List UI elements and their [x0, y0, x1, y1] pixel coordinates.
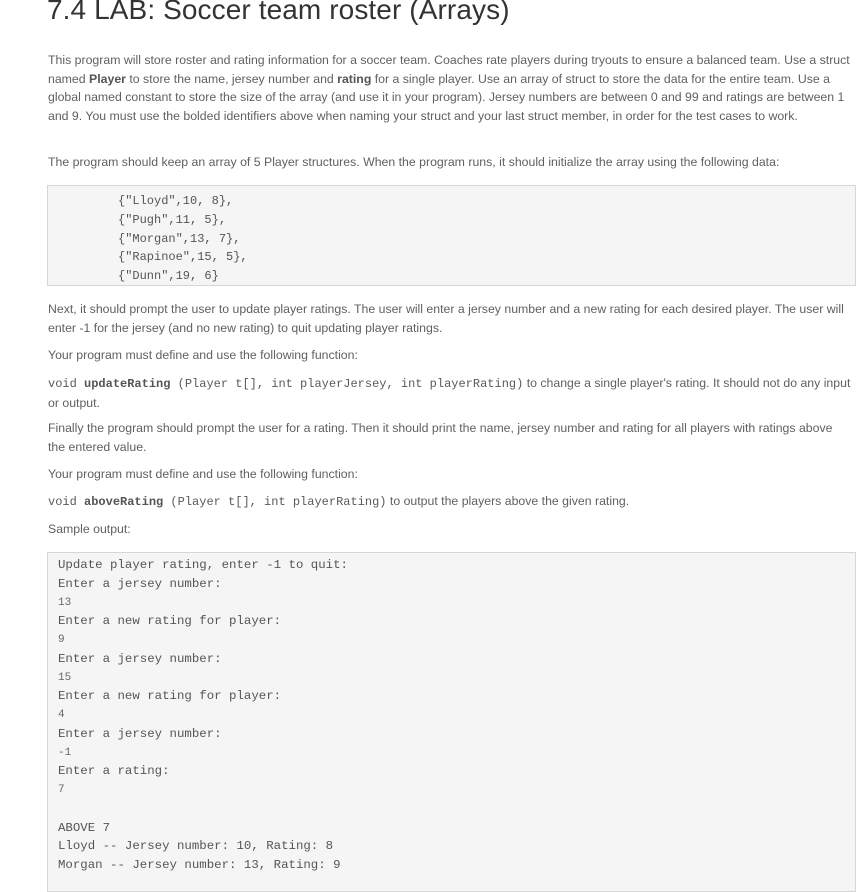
init-paragraph: The program should keep an array of 5 Player structures. When the program runs, it should initialize the array using the following data:	[48, 155, 780, 169]
init-data-line: {"Morgan",13, 7},	[118, 231, 241, 246]
init-data-codeblock	[47, 185, 856, 286]
func1-void: void	[48, 377, 85, 391]
sample-output-line: Lloyd -- Jersey number: 10, Rating: 8	[58, 839, 334, 854]
func2-void: void	[48, 495, 85, 509]
sample-output-line: ABOVE 7	[58, 820, 111, 835]
sample-output-label: Sample output:	[48, 522, 131, 536]
sample-output-blank-line	[58, 800, 855, 819]
define-paragraph-1: Your program must define and use the following function:	[48, 348, 358, 362]
intro-bold-rating: rating	[337, 71, 372, 86]
sample-input-line: 13	[58, 596, 72, 609]
sample-output-codeblock	[47, 552, 856, 892]
sample-output-line: Enter a new rating for player:	[58, 614, 282, 629]
next-paragraph: Next, it should prompt the user to update player ratings. The user will enter a jersey number and a new rating for each desired player. The user will enter -1 for the jersey (and no new rating) to quit updating player ratings.	[48, 302, 844, 335]
init-data-line: {"Lloyd",10, 8},	[118, 194, 234, 208]
update-rating-paragraph	[48, 374, 852, 412]
sample-input-line: -1	[58, 746, 72, 759]
func1-params: (Player t[], int playerJersey, int playerRating)	[170, 377, 524, 391]
intro-text-1: This program will store roster and rating information for a soccer team. Coaches rate players during tryouts to ensure a balanced team. Use a struct named	[48, 53, 850, 86]
sample-output-line: Enter a jersey number:	[58, 651, 222, 666]
sample-input-line: 7	[58, 784, 65, 796]
intro-text-3: for a single player. Use an array of struct to store the data for the entire team. Use a global named constant to store the size of the array (and use it in your program). Jersey numbers are between 0 and 99 and ratings are between 1 and 9. You must use the bolded identifiers above when naming your struct and your last struct member, in order for the test cases to work.	[48, 71, 845, 124]
sample-output-line: Enter a jersey number:	[58, 576, 222, 591]
sample-input-line: 9	[58, 634, 65, 646]
sample-output-line: Enter a jersey number:	[58, 726, 222, 741]
init-data-line: {"Rapinoe",15, 5},	[118, 250, 248, 265]
func1-description: to change a single player's rating. It should not do any input or output.	[48, 376, 851, 410]
define-paragraph-2: Your program must define and use the following function:	[48, 467, 358, 481]
func2-description: to output the players above the given rating.	[386, 494, 630, 508]
init-data-line: {"Dunn",19, 6}	[118, 269, 219, 284]
func2-params: (Player t[], int playerRating)	[163, 495, 387, 509]
sample-input-line: 15	[58, 671, 72, 684]
above-rating-paragraph	[48, 492, 852, 512]
intro-text-2: to store the name, jersey number and	[125, 71, 338, 86]
init-data-line: {"Pugh",11, 5},	[118, 212, 227, 227]
intro-paragraph	[48, 51, 852, 126]
finally-paragraph: Finally the program should prompt the user for a rating. Then it should print the name, jersey number and rating for all players with ratings above the entered value.	[48, 421, 833, 454]
page-title: 7.4 LAB: Soccer team roster (Arrays)	[47, 0, 510, 25]
intro-bold-player: Player	[89, 71, 126, 86]
sample-output-line: Enter a rating:	[58, 764, 170, 779]
sample-output-line: Update player rating, enter -1 to quit:	[58, 558, 348, 572]
sample-output-line: Enter a new rating for player:	[58, 689, 282, 704]
sample-input-line: 4	[58, 709, 65, 721]
func1-name: updateRating	[84, 377, 171, 391]
func2-name: aboveRating	[84, 495, 164, 509]
sample-output-line: Morgan -- Jersey number: 13, Rating: 9	[58, 858, 341, 872]
